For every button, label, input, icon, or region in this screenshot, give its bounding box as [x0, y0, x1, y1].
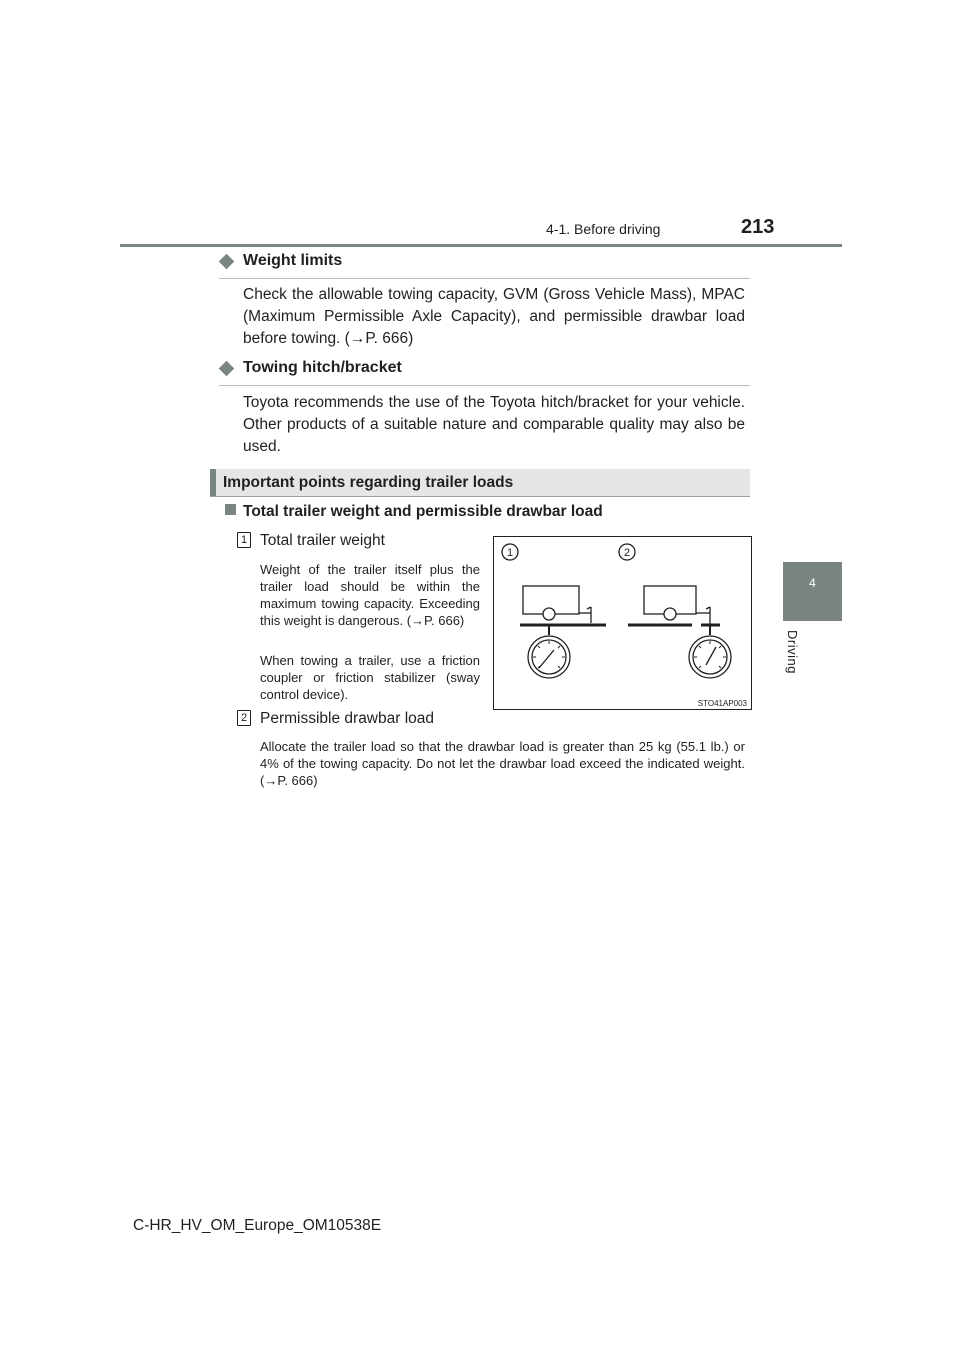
- item-title-drawbar-load: Permissible drawbar load: [260, 710, 435, 727]
- trailer-scales-drawing: [494, 537, 751, 709]
- towing-hitch-body: Toyota recommends the use of the Toyota hitch/bracket for your vehicle. Other products of a suitable nature and comparable quality may also be used.: [243, 394, 745, 455]
- square-bullet-icon: [225, 504, 236, 515]
- diamond-icon: [219, 254, 235, 270]
- weight-limits-title: Weight limits: [243, 252, 343, 269]
- total-weight-title: Total trailer weight and permissible drawbar load: [243, 503, 603, 520]
- chapter-tab-label: Driving: [785, 630, 800, 674]
- figure-label-1: 1: [506, 547, 514, 559]
- towing-hitch-heading: [219, 360, 750, 386]
- towing-hitch-title: Towing hitch/bracket: [243, 359, 402, 376]
- trailer-2-wheel: [664, 608, 676, 620]
- chapter-tab-number: 4: [809, 576, 816, 590]
- diamond-icon: [219, 361, 235, 377]
- bar-accent: [210, 469, 216, 496]
- item-number-1: 1: [237, 532, 251, 548]
- document-id: C-HR_HV_OM_Europe_OM10538E: [133, 1217, 382, 1234]
- figure-label-2: 2: [623, 547, 631, 559]
- page-number: 213: [741, 216, 775, 238]
- scale-2-needle: [706, 647, 716, 665]
- item-title-total-weight: Total trailer weight: [260, 532, 385, 549]
- scale-1-needle: [539, 650, 554, 668]
- important-points-title: Important points regarding trailer loads: [223, 474, 514, 491]
- header-rule: [120, 244, 842, 247]
- weight-limits-body: Check the allowable towing capacity, GVM (Gross Vehicle Mass), MPAC (Maximum Permissible Axle Capacity), and permissible drawbar load before towing. (→P. 666): [243, 286, 745, 347]
- item-2-paragraph-1: Allocate the trailer load so that the drawbar load is greater than 25 kg (55.1 lb.) or 4% of the towing capacity. Do not let the drawbar load exceed the indicated weight. (→P. 666): [260, 739, 745, 788]
- trailer-1-wheel: [543, 608, 555, 620]
- chapter-tab[interactable]: [783, 562, 842, 621]
- figure-code: STO41AP003: [697, 699, 747, 708]
- total-weight-heading: [225, 503, 603, 521]
- item-1-paragraph-2: When towing a trailer, use a friction coupler or friction stabilizer (sway control device).: [260, 653, 480, 702]
- item-number-2: 2: [237, 710, 251, 726]
- item-1-paragraph-1: Weight of the trailer itself plus the trailer load should be within the maximum towing capacity. Exceeding this weight is dangerous. (→P. 666): [260, 562, 480, 628]
- trailer-load-illustration: [493, 536, 752, 710]
- section-label: 4-1. Before driving: [546, 221, 661, 237]
- weight-limits-heading: [219, 253, 750, 279]
- important-points-bar: [210, 469, 750, 497]
